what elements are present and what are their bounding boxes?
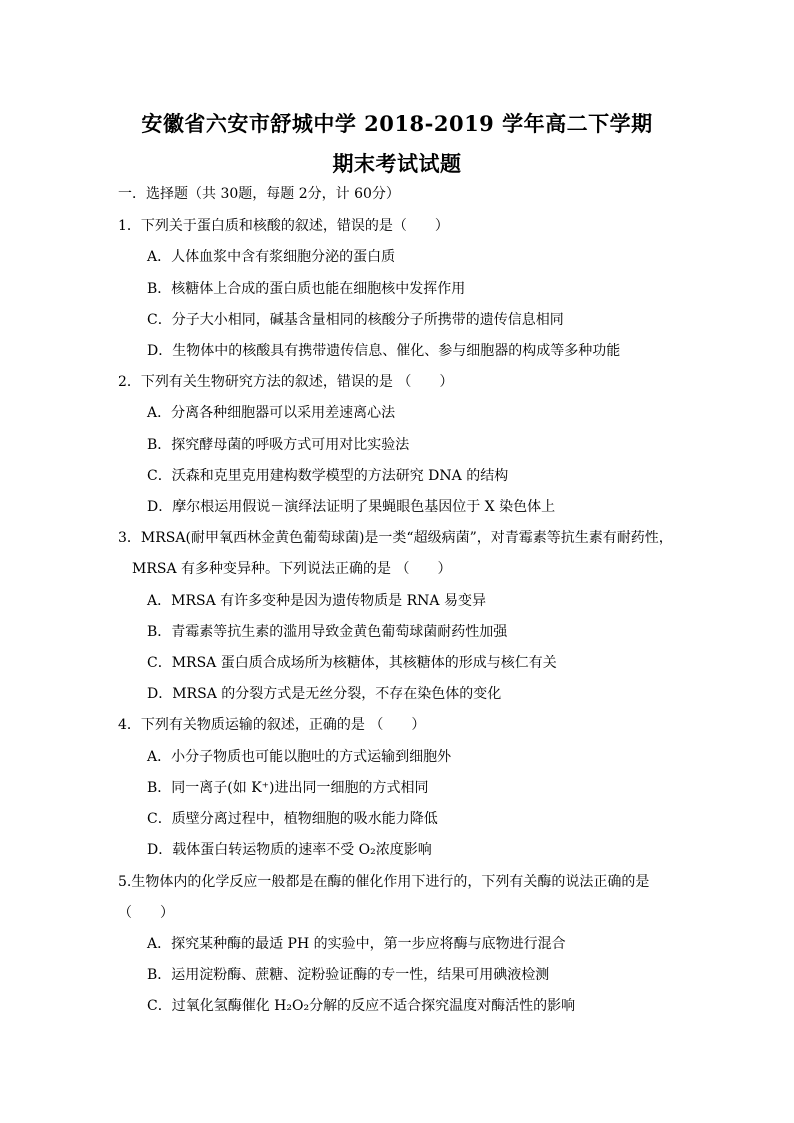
question-3-stem-continued: MRSA 有多种变异种。下列说法正确的是 （ ） — [132, 561, 452, 577]
question-5-stem-continued: （ ） — [118, 905, 174, 921]
question-5-stem: 5.生物体内的化学反应一般都是在酶的催化作用下进行的，下列有关酶的说法正确的是 — [118, 874, 650, 890]
question-1-stem: 1．下列关于蛋白质和核酸的叙述，错误的是（ ） — [118, 218, 449, 234]
question-2-option-c: C．沃森和克里克用建构数学模型的方法研究 DNA 的结构 — [147, 468, 509, 484]
question-3-option-a: A．MRSA 有许多变种是因为遗传物质是 RNA 易变异 — [147, 593, 486, 609]
question-1-option-c: C．分子大小相同，碱基含量相同的核酸分子所携带的遗传信息相同 — [147, 312, 564, 328]
question-4-option-b: B．同一离子(如 K⁺)进出同一细胞的方式相同 — [147, 780, 429, 796]
question-4-option-c: C．质壁分离过程中，植物细胞的吸水能力降低 — [147, 811, 438, 827]
exam-title-line1: 安徽省六安市舒城中学 2018-2019 学年高二下学期 — [141, 111, 653, 136]
question-3-stem: 3．MRSA(耐甲氧西林金黄色葡萄球菌)是一类“超级病菌”，对青霉素等抗生素有耐药性， — [118, 530, 673, 546]
question-2-option-b: B．探究酵母菌的呼吸方式可用对比实验法 — [147, 437, 410, 453]
section-heading: 一．选择题（共 30题，每题 2分，计 60分） — [118, 186, 400, 202]
question-1-option-b: B．核糖体上合成的蛋白质也能在细胞核中发挥作用 — [147, 281, 466, 297]
question-2-option-d: D．摩尔根运用假说－演绎法证明了果蝇眼色基因位于 X 染色体上 — [147, 499, 556, 515]
question-4-stem: 4．下列有关物质运输的叙述，正确的是 （ ） — [118, 717, 426, 733]
question-5-option-b: B．运用淀粉酶、蔗糖、淀粉验证酶的专一性，结果可用碘液检测 — [147, 967, 550, 983]
question-4-option-a: A．小分子物质也可能以胞吐的方式运输到细胞外 — [147, 749, 452, 765]
question-5-option-c: C．过氧化氢酶催化 H₂O₂分解的反应不适合探究温度对酶活性的影响 — [147, 998, 576, 1014]
question-1-option-a: A．人体血浆中含有浆细胞分泌的蛋白质 — [147, 249, 396, 265]
exam-title-line2: 期末考试试题 — [332, 151, 462, 176]
question-3-option-d: D．MRSA 的分裂方式是无丝分裂，不存在染色体的变化 — [147, 686, 502, 702]
question-4-option-d: D．载体蛋白转运物质的速率不受 O₂浓度影响 — [147, 842, 432, 858]
question-2-stem: 2．下列有关生物研究方法的叙述，错误的是 （ ） — [118, 374, 454, 390]
question-1-option-d: D．生物体中的核酸具有携带遗传信息、催化、参与细胞器的构成等多种功能 — [147, 343, 621, 359]
question-5-option-a: A．探究某种酶的最适 PH 的实验中，第一步应将酶与底物进行混合 — [147, 936, 566, 952]
question-3-option-b: B．青霉素等抗生素的滥用导致金黄色葡萄球菌耐药性加强 — [147, 624, 508, 640]
question-3-option-c: C．MRSA 蛋白质合成场所为核糖体，其核糖体的形成与核仁有关 — [147, 655, 557, 671]
question-2-option-a: A．分离各种细胞器可以采用差速离心法 — [147, 405, 396, 421]
